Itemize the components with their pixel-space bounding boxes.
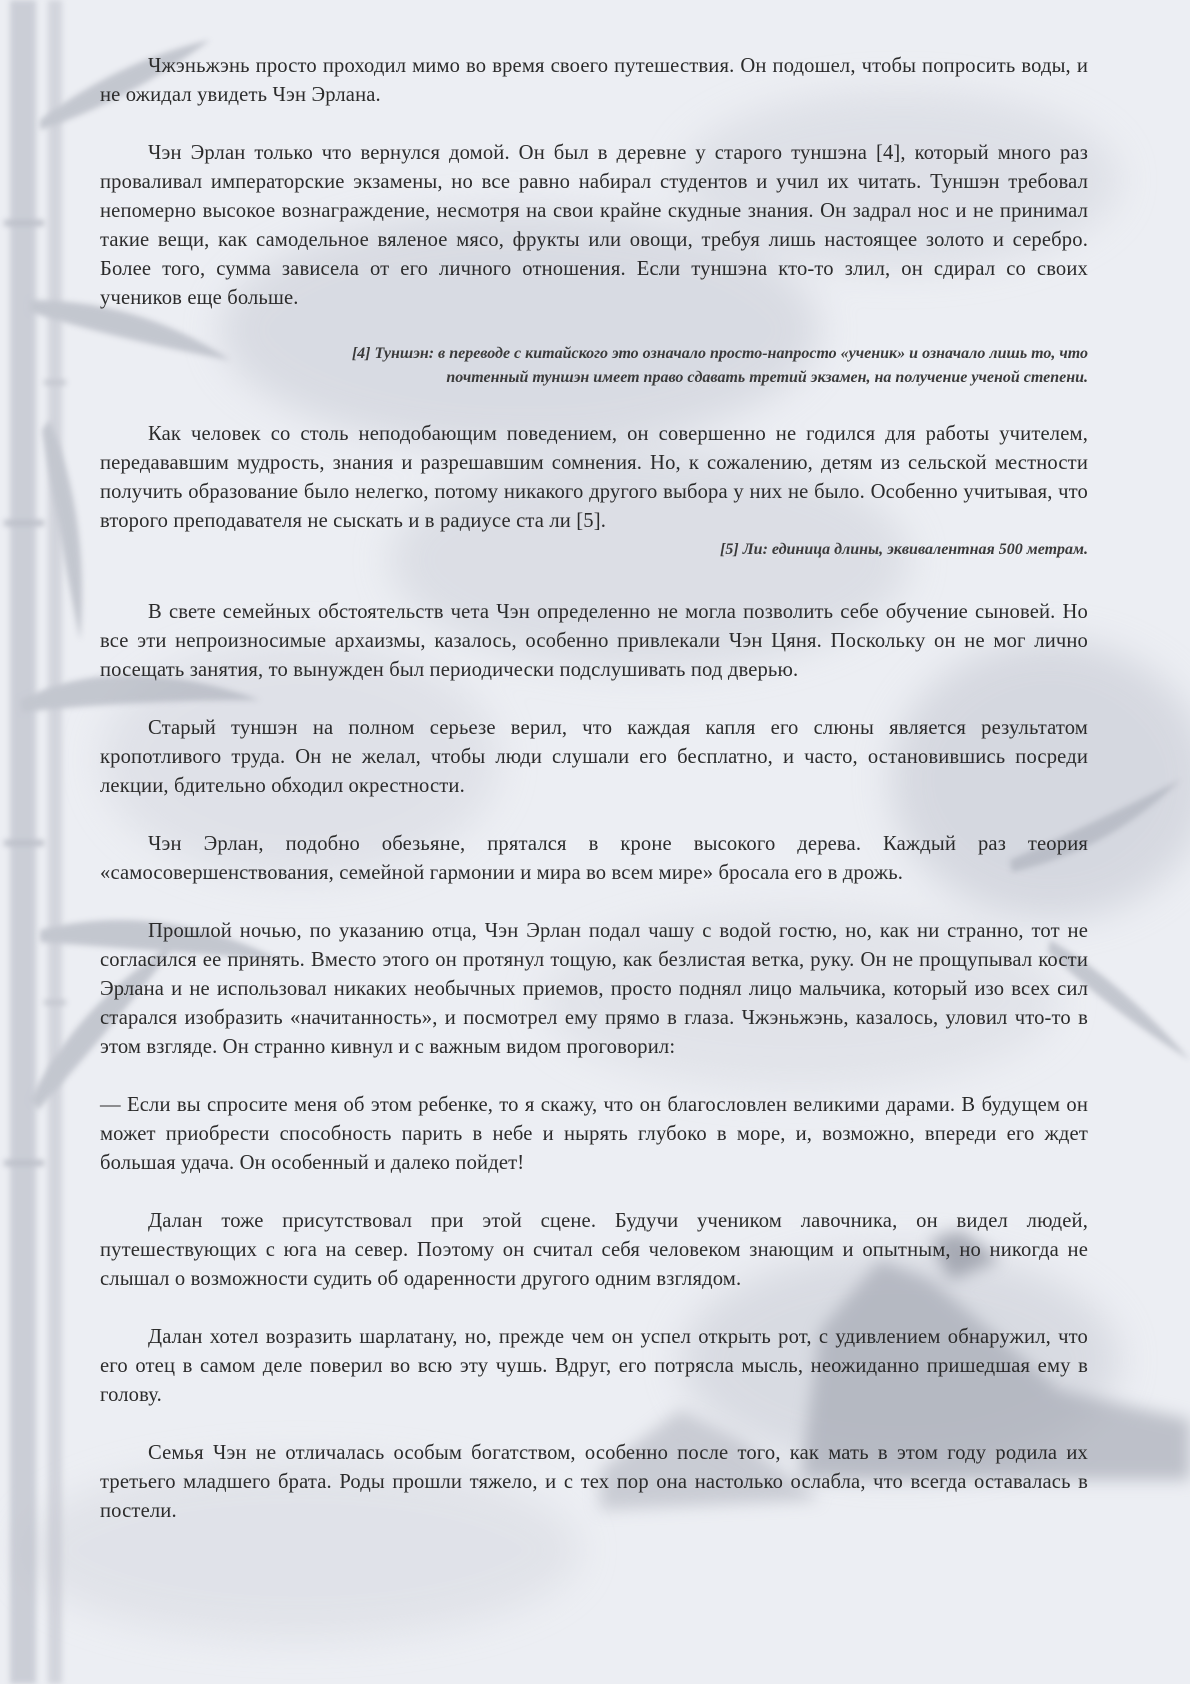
document-page — [100, 52, 1088, 1555]
footnote-5: [5] Ли: единица длины, эквивалентная 500 метрам. — [720, 541, 1088, 558]
paragraph: Чэн Эрлан только что вернулся домой. Он был в деревне у старого туншэна [4], который много раз проваливал императорские экзамены, но все равно набирал студентов и учил их читать. Туншэн требовал непомерно высокое вознаграждение, несмотря на свои крайне скудные знания. Он задрал нос и не принимал такие вещи, как самодельное вяленое мясо, фрукты или овощи, требуя лишь настоящее золото и серебро. Более того, сумма зависела от его личного отношения. Если туншэна кто-то злил, он сдирал со своих учеников еще больше. — [100, 142, 1088, 309]
paragraph: Старый туншэн на полном серьезе верил, что каждая капля его слюны является результатом кропотливого труда. Он не желал, чтобы люди слушали его бесплатно, и часто, остановившись посреди лекции, бдительно обходил окрестности. — [100, 717, 1088, 797]
dialogue-paragraph: — Если вы спросите меня об этом ребенке, то я скажу, что он благословлен великими дарами. В будущем он может приобрести способность парить в небе и нырять глубоко в море, и, возможно, впереди его ждет большая удача. Он особенный и далеко пойдет! — [100, 1094, 1088, 1174]
paragraph: В свете семейных обстоятельств чета Чэн определенно не могла позволить себе обучение сыновей. Но все эти непроизносимые архаизмы, казалось, особенно привлекали Чэн Цяня. Поскольку он не мог лично посещать занятия, то вынужден был периодически подслушивать под дверью. — [100, 601, 1088, 681]
paragraph: Далан хотел возразить шарлатану, но, прежде чем он успел открыть рот, с удивлением обнаружил, что его отец в самом деле поверил во всю эту чушь. Вдруг, его потрясла мысль, неожиданно пришедшая ему в голову. — [100, 1326, 1088, 1406]
paragraph: Семья Чэн не отличалась особым богатством, особенно после того, как мать в этом году родила их третьего младшего брата. Роды прошли тяжело, и с тех пор она настолько ослабла, что всегда оставалась в постели. — [100, 1442, 1088, 1522]
paragraph: Чжэньжэнь просто проходил мимо во время своего путешествия. Он подошел, чтобы попросить воды, и не ожидал увидеть Чэн Эрлана. — [100, 55, 1088, 106]
footnote-4 — [100, 342, 1088, 390]
paragraph: Как человек со столь неподобающим поведением, он совершенно не годился для работы учителем, передававшим мудрость, знания и разрешавшим сомнения. Но, к сожалению, детям из сельской местности получить образование было нелегко, потому никакого другого выбора у них не было. Особенно учитывая, что второго преподавателя не сыскать и в радиусе ста ли [5]. — [100, 423, 1088, 532]
paragraph: Чэн Эрлан, подобно обезьяне, прятался в кроне высокого дерева. Каждый раз теория «самосовершенствования, семейной гармонии и мира во всем мире» бросала его в дрожь. — [100, 833, 1088, 884]
footnote-4-line-2: почтенный туншэн имеет право сдавать третий экзамен, на получение ученой степени. — [446, 369, 1088, 386]
paragraph: Далан тоже присутствовал при этой сцене. Будучи учеником лавочника, он видел людей, путешествующих с юга на север. Поэтому он считал себя человеком знающим и опытным, но никогда не слышал о возможности судить об одаренности другого одним взглядом. — [100, 1210, 1088, 1290]
paragraph: Прошлой ночью, по указанию отца, Чэн Эрлан подал чашу с водой гостю, но, как ни странно, тот не согласился ее принять. Вместо этого он протянул тощую, как безлистая ветка, руку. Он не прощупывал кости Эрлана и не использовал никаких необычных приемов, просто поднял лицо мальчика, который изо всех сил старался изобразить «начитанность», и посмотрел ему прямо в глаза. Чжэньжэнь, казалось, уловил что-то в этом взгляде. Он странно кивнул и с важным видом проговорил: — [100, 920, 1088, 1058]
footnote-4-line-1: [4] Туншэн: в переводе с китайского это означало просто-напросто «ученик» и означало лишь то, что — [351, 345, 1088, 362]
